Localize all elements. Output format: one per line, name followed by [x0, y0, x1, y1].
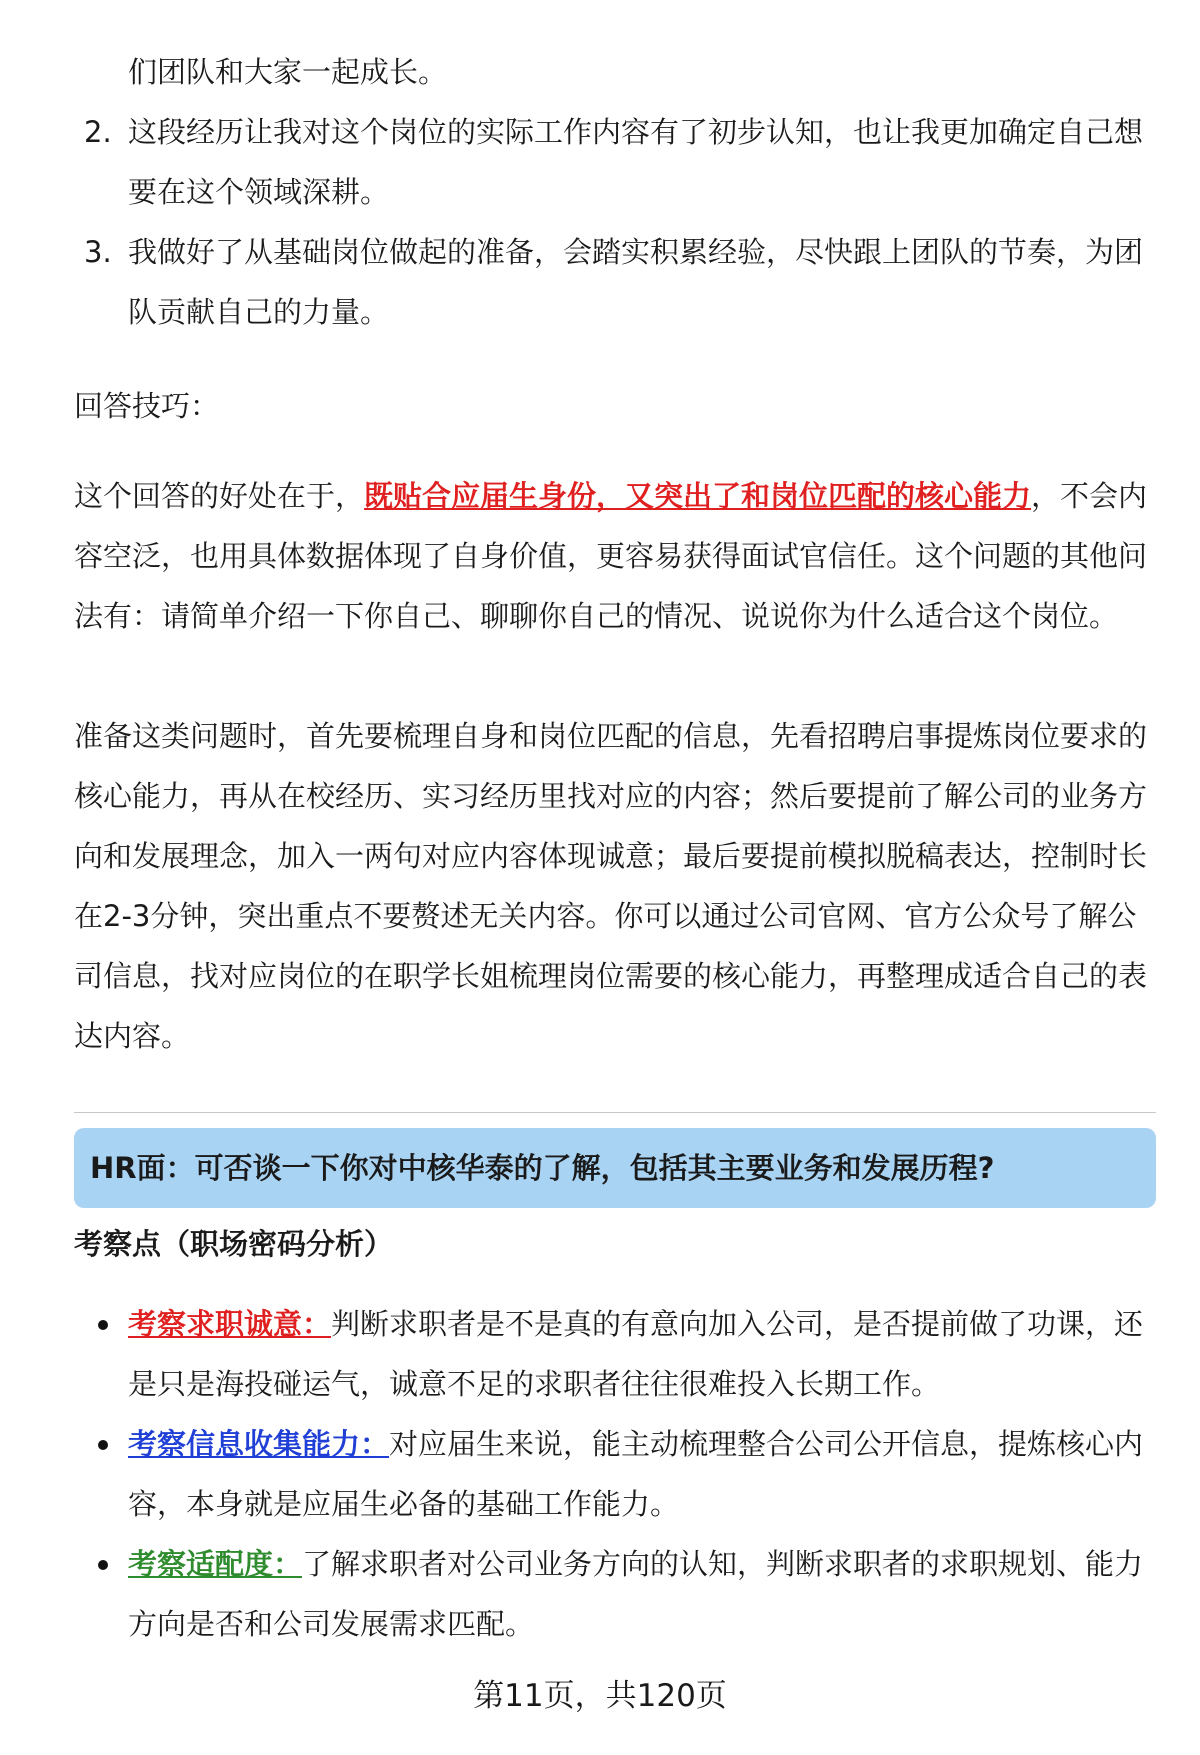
exam-point-text: 对应届生来说，能主动梳理整合公司公开信息，提炼核心内容，本身就是应届生必备的基础工作能力。	[128, 1427, 1144, 1521]
list-number: 2.	[84, 115, 112, 149]
hr-question-box	[74, 1128, 1156, 1208]
exam-point-text: 了解求职者对公司业务方向的认知，判断求职者的求职规划、能力方向是否和公司发展需求匹配。	[128, 1547, 1144, 1641]
list-item-text: 这段经历让我对这个岗位的实际工作内容有了初步认知，也让我更加确定自己想要在这个领域深耕。	[128, 115, 1144, 209]
bullet-icon	[98, 1320, 108, 1330]
exam-point-label: 考察求职诚意：	[128, 1307, 332, 1341]
exam-points-heading: 考察点（职场密码分析）	[74, 1227, 394, 1261]
page-number: 第11页，共120页	[473, 1678, 727, 1714]
bullet-icon	[98, 1440, 108, 1450]
tips-heading: 回答技巧：	[74, 389, 220, 423]
list-item-continuation	[74, 42, 1154, 102]
paragraph-text: ，不会内容空泛，也用具体数据体现了自身价值，更容易获得面试官信任。这个问题的其他问法有：请简单介绍一下你自己、聊聊你自己的情况、说说你为什么适合这个岗位。	[74, 479, 1148, 633]
tips-paragraph-1	[74, 466, 1154, 646]
list-item-3	[74, 222, 1154, 342]
list-item-text: 我做好了从基础岗位做起的准备，会踏实积累经验，尽快跟上团队的节奏，为团队贡献自己的力量。	[128, 235, 1144, 329]
bullet-icon	[98, 1560, 108, 1570]
list-item-2	[74, 102, 1154, 222]
exam-point-item	[74, 1414, 1156, 1534]
list-number: 3.	[84, 235, 112, 269]
numbered-list	[74, 42, 1154, 342]
exam-point-text: 判断求职者是不是真的有意向加入公司，是否提前做了功课，还是只是海投碰运气，诚意不足的求职者往往很难投入长期工作。	[128, 1307, 1144, 1401]
highlight-text: 既贴合应届生身份，又突出了和岗位匹配的核心能力	[364, 479, 1032, 513]
exam-point-item	[74, 1534, 1156, 1654]
exam-point-label: 考察适配度：	[128, 1547, 303, 1581]
hr-question-title: HR面：可否谈一下你对中核华泰的了解，包括其主要业务和发展历程?	[90, 1151, 995, 1185]
paragraph-text: 这个回答的好处在于，	[74, 479, 365, 513]
exam-points-list	[74, 1294, 1156, 1654]
divider	[74, 1112, 1156, 1113]
tips-paragraph-2: 准备这类问题时，首先要梳理自身和岗位匹配的信息，先看招聘启事提炼岗位要求的核心能力，再从在校经历、实习经历里找对应的内容；然后要提前了解公司的业务方向和发展理念，加入一两句对应内容体现诚意；最后要提前模拟脱稿表达，控制时长在2-3分钟，突出重点不要赘述无关内容。你可以通过公司官网、官方公众号了解公司信息，找对应岗位的在职学长姐梳理岗位需要的核心能力，再整理成适合自己的表达内容。	[74, 719, 1148, 1053]
exam-point-label: 考察信息收集能力：	[128, 1427, 390, 1461]
exam-point-item	[74, 1294, 1156, 1414]
list-item-text: 们团队和大家一起成长。	[128, 55, 448, 89]
